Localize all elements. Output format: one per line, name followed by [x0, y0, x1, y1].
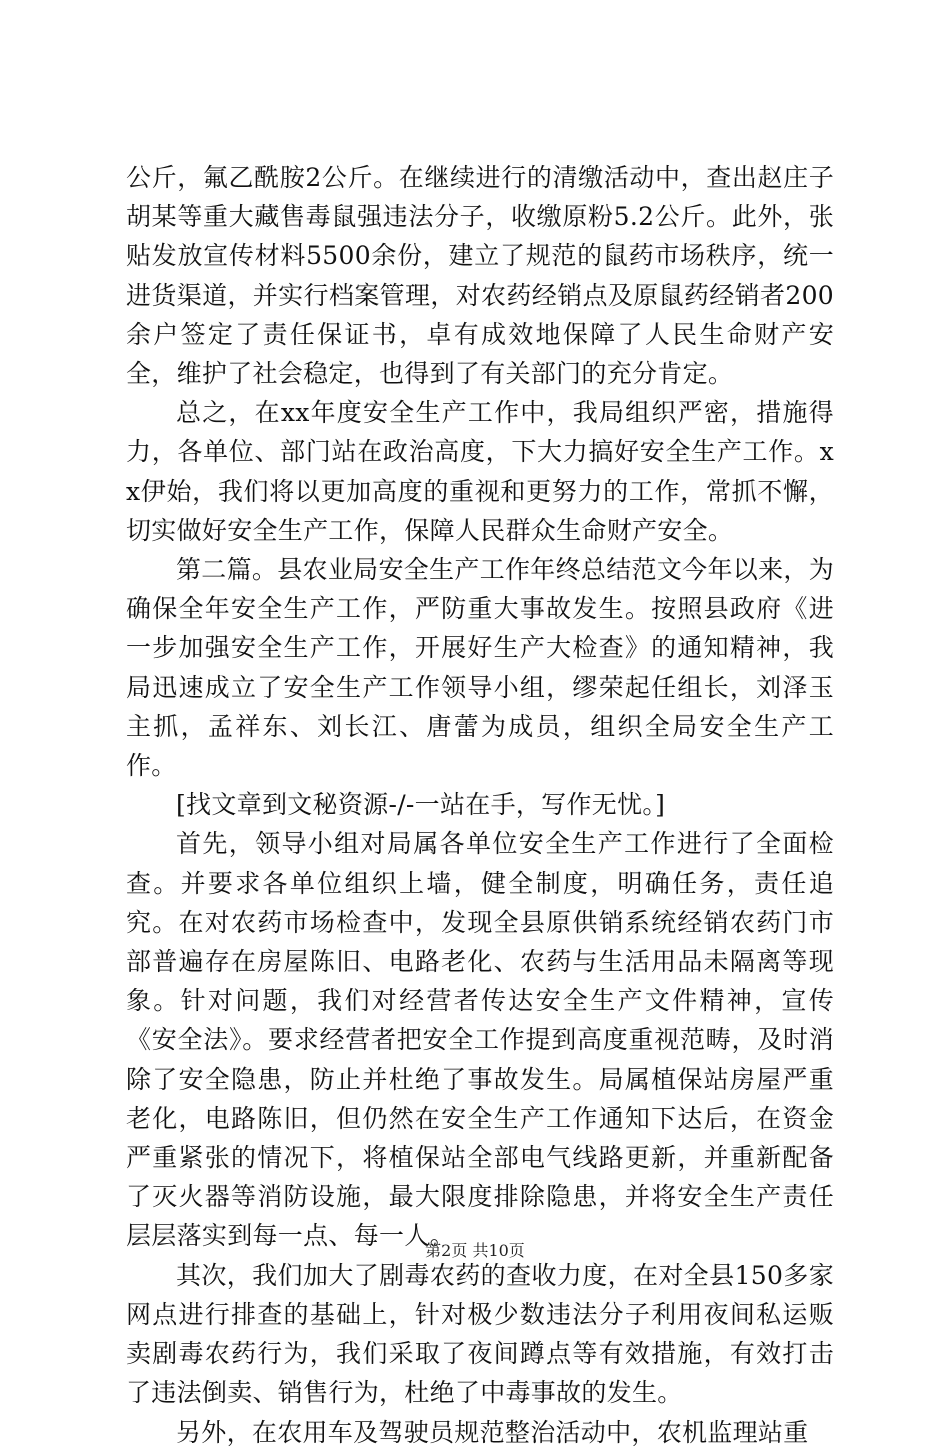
- paragraph-continuation: 公斤，氟乙酰胺2公斤。在继续进行的清缴活动中，查出赵庄子胡某等重大藏售毒鼠强违法分子，收缴原粉5.2公斤。此外，张贴发放宣传材料5500余份，建立了规范的鼠药市场秩序，统一进货渠道，并实行档案管理，对农药经销点及原鼠药经销者200余户签定了责任保证书，卓有成效地保障了人民生命财产安全，维护了社会稳定，也得到了有关部门的充分肯定。: [126, 163, 834, 389]
- page-number-footer: 第2页 共10页: [425, 1241, 525, 1260]
- paragraph-first: 首先，领导小组对局属各单位安全生产工作进行了全面检查。并要求各单位组织上墙，健全制度，明确任务，责任追究。在对农药市场检查中，发现全县原供销系统经销农药门市部普遍存在房屋陈旧、电路老化、农药与生活用品未隔离等现象。针对问题，我们对经营者传达安全生产文件精神，宣传《安全法》。要求经营者把安全工作提到高度重视范畴，及时消除了安全隐患，防止并杜绝了事故发生。局属植保站房屋严重老化，电路陈旧，但仍然在安全生产工作通知下达后，在资金严重紧张的情况下，将植保站全部电气线路更新，并重新配备了灭火器等消防设施，最大限度排除隐患，并将安全生产责任层层落实到每一点、每一人。: [126, 829, 834, 1251]
- paragraph-second-article: 第二篇。县农业局安全生产工作年终总结范文今年以来，为确保全年安全生产工作，严防重大事故发生。按照县政府《进一步加强安全生产工作，开展好生产大检查》的通知精神，我局迅速成立了安全生产工作领导小组，缪荣起任组长，刘泽玉主抓，孟祥东、刘长江、唐蕾为成员，组织全局安全生产工作。: [126, 555, 834, 781]
- paragraph-second: 其次，我们加大了剧毒农药的查收力度，在对全县150多家网点进行排查的基础上，针对极少数违法分子利用夜间私运贩卖剧毒农药行为，我们采取了夜间蹲点等有效措施，有效打击了违法倒卖、销售行为，杜绝了中毒事故的发生。: [126, 1260, 834, 1408]
- paragraph-summary: 总之，在xx年度安全生产工作中，我局组织严密，措施得力，各单位、部门站在政治高度，下大力搞好安全生产工作。xx伊始，我们将以更加高度的重视和更努力的工作，常抓不懈，切实做好安全生产工作，保障人民群众生命财产安全。: [126, 398, 834, 545]
- paragraph-additionally: 另外，在农用车及驾驶员规范整治活动中，农机监理站重: [176, 1417, 809, 1447]
- paragraph-source-note: [找文章到文秘资源-/-一站在手，写作无忧。]: [176, 790, 666, 820]
